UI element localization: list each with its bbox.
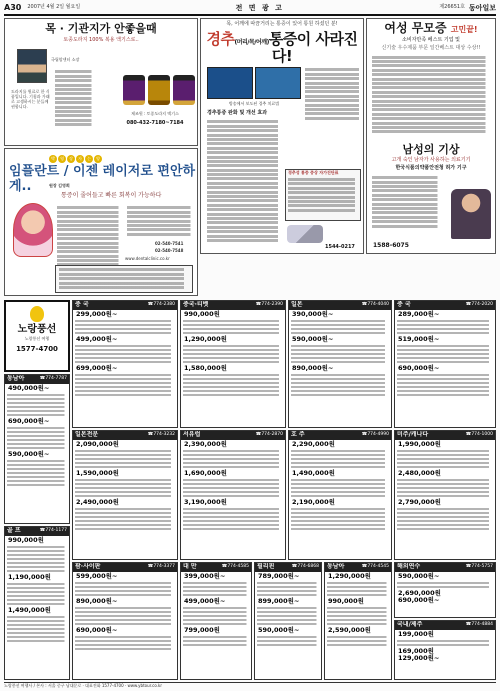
classified-header xyxy=(181,431,285,440)
throat-ad-phone: 080-432-7180~7184 xyxy=(126,120,184,126)
classified-price: 890,000원~ xyxy=(292,363,334,372)
classified-header xyxy=(73,563,177,572)
classified-price: 990,000원 xyxy=(328,596,364,605)
classified-text xyxy=(7,546,67,573)
newspaper-name: 동아일보 xyxy=(468,3,496,12)
classified-text xyxy=(7,616,67,643)
classified-block xyxy=(72,562,178,680)
classified-price: 690,000원~ xyxy=(398,363,440,372)
tv-screenshot xyxy=(207,67,253,99)
self-diagnosis-title: 경추성 통증 증상 자가진단표 xyxy=(288,170,339,175)
classified-header xyxy=(395,563,495,572)
classified-text xyxy=(291,508,389,531)
classified-price: 1,490,000원 xyxy=(292,468,335,477)
table-rows xyxy=(286,178,360,212)
classified-text xyxy=(7,460,67,487)
classified-price: 1,190,000원 xyxy=(8,572,51,581)
badge-dot: 영 xyxy=(58,155,66,163)
classified-price: 390,000원~ xyxy=(292,309,334,318)
agency-slogan: 노랑풍선 여행 xyxy=(24,335,50,341)
classified-price: 129,000원~ xyxy=(398,654,440,663)
classified-text xyxy=(75,450,175,469)
classified-text xyxy=(327,636,389,647)
throat-ad xyxy=(4,18,198,146)
classified-text xyxy=(75,320,175,335)
neck-pain-ad xyxy=(200,18,364,254)
men-ad-sub: 고개 숙인 남자가 사용하는 의료기기 xyxy=(391,157,471,164)
classified-text xyxy=(75,582,175,597)
dentist-photo xyxy=(13,203,53,257)
women-ad-sub2: 신기술 우수제품 부문 일간베스트 대상 수상!! xyxy=(381,44,481,51)
badge-dot: 는 xyxy=(85,155,93,163)
classified-text xyxy=(257,607,319,626)
classified-tel: ☎774-4884 xyxy=(465,622,493,627)
classified-text xyxy=(75,508,175,531)
classified-header xyxy=(73,301,177,310)
classified-text xyxy=(75,607,175,626)
classified-text xyxy=(291,345,389,364)
classified-header xyxy=(395,301,495,310)
implant-subtitle: 통증이 줄어들고 빠른 회복이 가능하다 xyxy=(61,192,162,199)
classified-text xyxy=(397,320,493,335)
classified-price: 499,000원~ xyxy=(184,596,226,605)
badge-dot: 장 xyxy=(67,155,75,163)
classified-title: 동남아 xyxy=(7,375,25,382)
classified-price: 2,090,000원 xyxy=(76,439,119,448)
travel-agency-logo xyxy=(4,300,70,372)
implant-title: 임플란트 / 이젠 레이저로 편안하게.. xyxy=(9,164,196,194)
classified-header xyxy=(289,301,391,310)
implant-contact-1: 02-540-7541 xyxy=(155,241,184,246)
classified-text xyxy=(397,479,493,498)
classified-block xyxy=(288,300,392,428)
classified-text xyxy=(7,427,67,450)
badge-dot: 박 xyxy=(49,155,57,163)
classified-price: 2,690,000원 xyxy=(398,588,441,597)
classified-text xyxy=(183,607,249,626)
classified-header xyxy=(73,431,177,440)
classified-title: 호 주 xyxy=(291,431,305,438)
men-ad-body xyxy=(367,172,445,232)
classified-tel: ☎774-1000 xyxy=(465,432,493,437)
classified-price: 3,190,000원 xyxy=(184,497,227,506)
classified-text xyxy=(183,479,283,498)
classified-price: 399,000원~ xyxy=(184,571,226,580)
classified-price: 2,480,000원 xyxy=(398,468,441,477)
classified-text xyxy=(7,394,67,417)
classified-text xyxy=(183,374,283,397)
classified-title: 서유럽 xyxy=(183,431,201,438)
classified-header xyxy=(181,301,285,310)
women-ad-title xyxy=(367,22,495,36)
classified-text xyxy=(75,636,175,651)
classified-text xyxy=(257,636,319,647)
classified-text xyxy=(327,607,389,626)
classified-header xyxy=(395,621,495,630)
classified-price: 990,000원 xyxy=(184,309,220,318)
classified-text xyxy=(183,508,283,531)
classified-price: 2,190,000원 xyxy=(292,497,335,506)
classified-text xyxy=(291,450,389,469)
product-jar-icon xyxy=(173,75,195,105)
classified-tel: ☎774-2020 xyxy=(465,302,493,307)
classified-title: 일본 xyxy=(291,301,303,308)
women-ad-sub1: 소비자만족 베스트 기업 및 xyxy=(402,36,460,43)
classified-tel: ☎774-3377 xyxy=(147,564,175,569)
classified-price: 199,000원 xyxy=(398,629,434,638)
classified-header xyxy=(325,563,391,572)
spokesman-photo xyxy=(451,189,491,239)
classified-block xyxy=(394,430,496,560)
classified-price: 289,000원~ xyxy=(398,309,440,318)
classified-block xyxy=(4,374,70,524)
classified-price: 899,000원~ xyxy=(258,596,300,605)
classified-text xyxy=(7,583,67,606)
classified-price: 1,580,000원 xyxy=(184,363,227,372)
classified-header xyxy=(5,527,69,536)
classified-price: 169,000원 xyxy=(398,646,434,655)
classified-price: 590,000원~ xyxy=(8,449,50,458)
classified-block xyxy=(254,562,322,680)
classified-tel: ☎774-1177 xyxy=(39,528,67,533)
classified-block xyxy=(180,430,286,560)
men-ad-sub2: 한국식품의약품안전청 허가 기구 xyxy=(395,165,467,172)
classified-header xyxy=(395,431,495,440)
classified-price: 590,000원~ xyxy=(292,334,334,343)
self-diagnosis-table xyxy=(285,169,361,221)
classified-tel: ☎774-4990 xyxy=(361,432,389,437)
badge-dot: 자 xyxy=(76,155,84,163)
classified-text xyxy=(75,479,175,498)
agency-phone: 1577-4700 xyxy=(16,344,58,353)
classified-price: 1,590,000원 xyxy=(76,468,119,477)
throat-ad-subtitle: 토종도라지 100% 복용 액기스로.. xyxy=(63,36,139,43)
classified-price: 990,000원 xyxy=(8,535,44,544)
neck-ad-headline-rest: 통증이 사라진다! xyxy=(268,29,358,65)
neck-ad-headline-small: (머리/목/어깨) xyxy=(234,38,269,46)
classified-text xyxy=(397,640,493,647)
classified-tel: ☎774-4585 xyxy=(221,564,249,569)
classified-tel: ☎774-2390 xyxy=(255,302,283,307)
classified-tel: ☎774-4040 xyxy=(361,302,389,307)
issue-number: 제26651호 xyxy=(439,4,465,11)
doctor-caption: 국립암센터 소장 xyxy=(51,57,80,62)
classified-block xyxy=(394,620,496,680)
classified-title: 필리핀 xyxy=(257,563,275,570)
classified-block xyxy=(394,300,496,428)
classified-text xyxy=(75,374,175,397)
classified-price: 299,000원~ xyxy=(76,309,118,318)
classified-block xyxy=(180,300,286,428)
men-ad-title: 남성의 기상 xyxy=(402,142,460,156)
health-device-ad xyxy=(366,18,496,254)
classified-title: 해외연수 xyxy=(397,563,421,570)
classified-block xyxy=(324,562,392,680)
classified-tel: ☎774-6868 xyxy=(291,564,319,569)
classified-title: 미주/캐나다 xyxy=(397,431,429,438)
classified-price: 1,690,000원 xyxy=(184,468,227,477)
classified-title: 중 국 xyxy=(75,301,89,308)
classified-text xyxy=(291,374,389,397)
classified-block xyxy=(72,300,178,428)
classified-header xyxy=(5,375,69,384)
classified-price: 690,000원~ xyxy=(8,416,50,425)
neck-ad-body-left xyxy=(207,119,281,243)
info-table-rows xyxy=(56,266,192,291)
classified-tel: ☎774-7787 xyxy=(39,376,67,381)
classified-text xyxy=(397,582,493,589)
classified-price: 519,000원~ xyxy=(398,334,440,343)
classified-header xyxy=(255,563,321,572)
classified-price: 2,490,000원 xyxy=(76,497,119,506)
section-label: 전 면 광 고 xyxy=(235,3,284,12)
classified-text xyxy=(75,345,175,364)
publish-date: 2007년 4월 2일 월요일 xyxy=(27,4,81,11)
classified-text xyxy=(397,508,493,531)
page-header xyxy=(4,2,496,16)
classified-price: 699,000원~ xyxy=(76,363,118,372)
classified-price: 789,000원~ xyxy=(258,571,300,580)
classified-block xyxy=(180,562,252,680)
classified-price: 1,990,000원 xyxy=(398,439,441,448)
classified-title: 국내/제주 xyxy=(397,621,423,628)
classified-text xyxy=(397,374,493,397)
classified-block xyxy=(4,526,70,680)
classified-price: 890,000원~ xyxy=(76,596,118,605)
throat-ad-body: 도라지를 원료로 한 식품입니다. 기침과 가래로 고생하시는 분들께 권합니다. xyxy=(11,89,50,109)
classified-price: 499,000원~ xyxy=(76,334,118,343)
doctor-portrait xyxy=(17,49,47,83)
implant-body-col1 xyxy=(57,205,121,268)
product-caption: 제조원 : 토종도라지 액기스 xyxy=(131,111,179,116)
men-ad-phone: 1588-6075 xyxy=(373,242,409,249)
classified-tel: ☎774-5757 xyxy=(465,564,493,569)
neck-ad-topline: 목, 어깨에 따끔거리는 통증이 있어 통원 하셨던 분! xyxy=(226,21,338,27)
classified-price: 690,000원~ xyxy=(398,596,440,605)
implant-contact-2: 02-540-7548 xyxy=(155,248,184,253)
classified-text xyxy=(397,345,493,364)
agency-brand: 노랑풍선 xyxy=(17,324,57,335)
classified-price: 590,000원~ xyxy=(258,625,300,634)
classified-header xyxy=(181,563,251,572)
page-footer: 노랑풍선 여행사 / 본사 : 서울 중구 남대문로 · 대표전화 1577-4700 · www.ybtour.co.kr xyxy=(4,682,496,689)
classified-tel: ☎774-4545 xyxy=(361,564,389,569)
classified-price: 1,490,000원 xyxy=(8,605,51,614)
classified-price: 799,000원 xyxy=(184,625,220,634)
neck-ad-subhead: 경추통증 완화 및 개선 효과 xyxy=(207,110,268,116)
classified-tel: ☎774-2870 xyxy=(255,432,283,437)
tv-caption: 방송에서 보도된 경추 치료법 xyxy=(228,101,280,106)
classified-price: 2,290,000원 xyxy=(292,439,335,448)
classified-price: 2,390,000원 xyxy=(184,439,227,448)
badge-dot: 양 xyxy=(94,155,102,163)
classified-price: 599,000원~ xyxy=(76,571,118,580)
classified-title: 동남아 xyxy=(327,563,345,570)
classified-title: 골 프 xyxy=(7,527,21,534)
neck-ad-headline xyxy=(201,31,363,66)
classified-text xyxy=(291,320,389,335)
implant-doctor: 원장 김영희 xyxy=(49,183,70,188)
classified-text xyxy=(183,320,283,335)
classified-text xyxy=(327,582,389,597)
implant-body-col2 xyxy=(127,205,193,237)
classified-price: 690,000원~ xyxy=(76,625,118,634)
classified-tel: ☎774-2380 xyxy=(147,302,175,307)
classified-text xyxy=(397,450,493,469)
badge-row xyxy=(49,155,102,163)
classified-title: 중 국 xyxy=(397,301,411,308)
women-ad-body xyxy=(367,51,495,137)
classified-price: 2,590,000원 xyxy=(328,625,371,634)
classified-title: 일본전문 xyxy=(75,431,99,438)
classified-title: 괌·사이판 xyxy=(75,563,101,570)
neck-device-image xyxy=(287,225,323,243)
classified-block xyxy=(72,430,178,560)
classified-title: 중국·티벳 xyxy=(183,301,209,308)
classified-text xyxy=(183,636,249,647)
classified-header xyxy=(289,431,391,440)
implant-site: www.dentalclinic.co.kr xyxy=(125,256,170,261)
throat-ad-title: 목 · 기관지가 안좋을때 xyxy=(45,22,157,35)
classified-block xyxy=(288,430,392,560)
classified-title: 대 만 xyxy=(183,563,197,570)
neck-ad-hotline: 1544-0217 xyxy=(325,244,355,250)
classified-tel: ☎774-3232 xyxy=(147,432,175,437)
women-ad-title-tag: 고민끝! xyxy=(450,25,478,34)
classified-price: 490,000원~ xyxy=(8,383,50,392)
product-jar-icon xyxy=(123,75,145,105)
classified-text xyxy=(257,582,319,597)
tv-screenshot xyxy=(255,67,301,99)
women-ad-title-main: 여성 무모증 xyxy=(384,21,447,35)
neck-ad-side-text xyxy=(305,67,361,121)
classified-price: 2,790,000원 xyxy=(398,497,441,506)
implant-ad xyxy=(4,148,198,296)
neck-ad-headline-red: 경추 xyxy=(206,29,235,48)
balloon-icon xyxy=(30,306,44,322)
classified-price: 590,000원~ xyxy=(398,571,440,580)
classified-text xyxy=(183,450,283,469)
classified-text xyxy=(183,345,283,364)
classified-text xyxy=(291,479,389,498)
page-number: A30 xyxy=(4,3,22,13)
throat-ad-text xyxy=(55,69,93,127)
classified-block xyxy=(394,562,496,618)
classified-price: 1,290,000원 xyxy=(184,334,227,343)
product-jars xyxy=(123,75,195,105)
classified-text xyxy=(183,582,249,597)
classified-price: 1,290,000원 xyxy=(328,571,371,580)
implant-info-table xyxy=(55,265,193,293)
product-jar-icon xyxy=(148,75,170,105)
